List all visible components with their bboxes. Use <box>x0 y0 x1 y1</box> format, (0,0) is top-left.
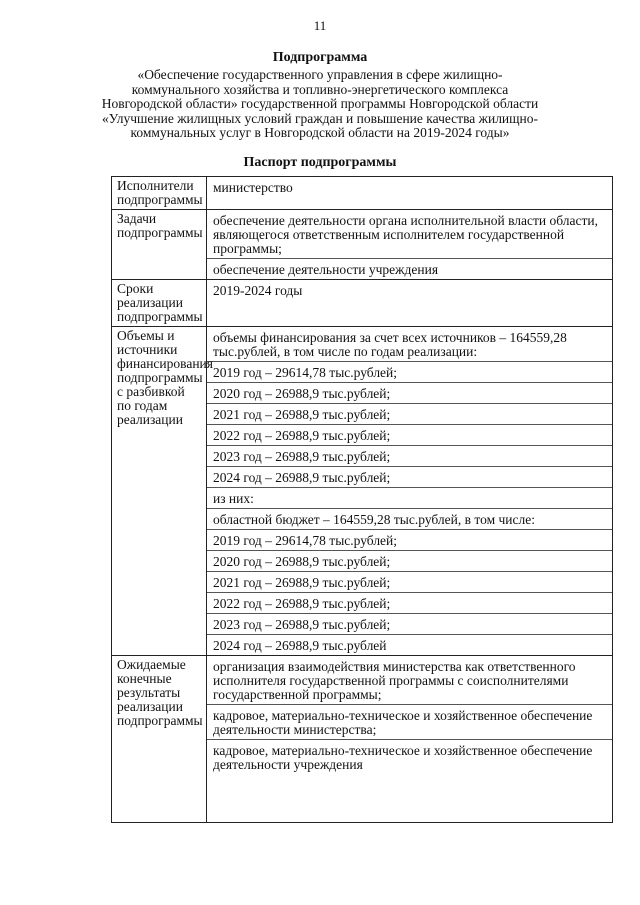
row-content <box>207 327 613 656</box>
row-entry: организация взаимодействия министерства как ответственного исполнителя государственной программы с соисполнителями государственной программы; <box>207 656 612 705</box>
row-entry: 2019 год – 29614,78 тыс.рублей; <box>207 362 612 383</box>
row-entry: 2022 год – 26988,9 тыс.рублей; <box>207 593 612 614</box>
subtitle-line: Новгородской области» государственной программы Новгородской области <box>101 96 539 111</box>
row-content <box>207 177 613 210</box>
subtitle-line: коммунальных услуг в Новгородской области на 2019-2024 годы» <box>130 125 510 140</box>
table-row <box>112 280 613 327</box>
row-label: Сроки реализации подпрограммы <box>112 280 207 327</box>
row-entry: министерство <box>213 180 293 195</box>
passport-title: Паспорт подпрограммы <box>243 155 397 170</box>
row-entry: 2024 год – 26988,9 тыс.рублей <box>213 638 387 653</box>
row-label: Исполнители подпрограммы <box>112 177 207 210</box>
row-content <box>207 280 613 327</box>
subtitle-line: «Обеспечение государственного управления в сфере жилищно- <box>137 67 503 82</box>
table-row <box>112 210 613 280</box>
row-content <box>207 210 613 280</box>
row-entry: 2021 год – 26988,9 тыс.рублей; <box>207 404 612 425</box>
table-row <box>112 656 613 823</box>
row-entry: 2020 год – 26988,9 тыс.рублей; <box>207 551 612 572</box>
row-entry: 2022 год – 26988,9 тыс.рублей; <box>207 425 612 446</box>
row-entry: 2023 год – 26988,9 тыс.рублей; <box>207 446 612 467</box>
row-label: Задачи подпрограммы <box>112 210 207 280</box>
row-entry: 2023 год – 26988,9 тыс.рублей; <box>207 614 612 635</box>
row-entry: 2020 год – 26988,9 тыс.рублей; <box>207 383 612 404</box>
row-entry: 2021 год – 26988,9 тыс.рублей; <box>207 572 612 593</box>
row-label: Ожидаемые конечные результаты реализации подпрограммы <box>112 656 207 823</box>
row-entry: объемы финансирования за счет всех источников – 164559,28 тыс.рублей, в том числе по годам реализации: <box>207 327 612 362</box>
row-entry: 2019-2024 годы <box>213 283 303 298</box>
document-title: Подпрограмма <box>272 50 368 65</box>
row-entry: 2024 год – 26988,9 тыс.рублей; <box>207 467 612 488</box>
table-row <box>112 177 613 210</box>
row-content <box>207 656 613 823</box>
row-entry: обеспечение деятельности органа исполнительной власти области, являющегося ответственным исполнителем государственной программы; <box>207 210 612 259</box>
row-entry: 2019 год – 29614,78 тыс.рублей; <box>207 530 612 551</box>
row-entry: кадровое, материально-техническое и хозяйственное обеспечение деятельности учреждения <box>213 743 593 772</box>
row-label: Объемы и источники финансирования подпрограммы с разбивкой по годам реализации <box>112 327 207 656</box>
subtitle-line: «Улучшение жилищных условий граждан и повышение качества жилищно- <box>101 110 539 126</box>
row-entry: из них: <box>207 488 612 509</box>
row-entry: кадровое, материально-техническое и хозяйственное обеспечение деятельности министерства; <box>207 705 612 740</box>
row-entry: областной бюджет – 164559,28 тыс.рублей, в том числе: <box>207 509 612 530</box>
subtitle-line: коммунального хозяйства и топливно-энергетического комплекса <box>131 81 509 97</box>
page-number: 11 <box>313 18 327 33</box>
passport-table <box>111 176 613 823</box>
document-subtitle <box>90 68 550 141</box>
table-row <box>112 327 613 656</box>
row-entry: обеспечение деятельности учреждения <box>213 262 439 277</box>
